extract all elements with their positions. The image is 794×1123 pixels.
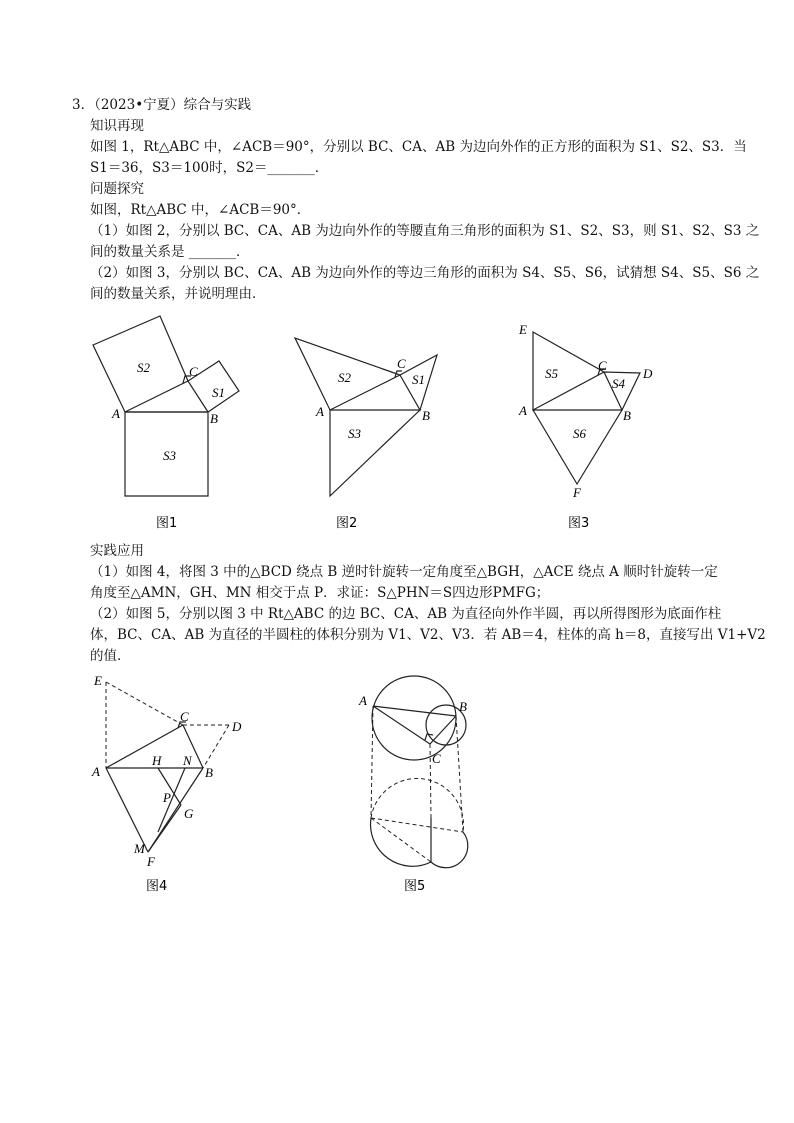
fig2-label-A: A	[316, 404, 324, 419]
fig3-label-D: D	[643, 366, 653, 381]
fig3-label-F: F	[573, 485, 581, 500]
fig3-label-C: C	[598, 358, 607, 373]
fig4-label-F: F	[147, 854, 155, 869]
fig4-label-M: M	[134, 841, 145, 856]
knowledge-line-1: 如图 1，Rt△ABC 中，∠ACB＝90°，分别以 BC、CA、AB 为边向外作的正方形的面积为 S1、S2、S3．当	[90, 139, 747, 155]
section-apply-title: 实践应用	[90, 543, 144, 559]
fig2-label-S3: S3	[348, 426, 361, 441]
fig1-label-S2: S2	[137, 360, 150, 375]
fig4-label-B: B	[205, 765, 213, 780]
fig3-label-S6: S6	[573, 426, 586, 441]
fig4-label-A: A	[92, 764, 100, 779]
fig2-label-S2: S2	[338, 370, 351, 385]
fig3-label-S4: S4	[612, 376, 625, 391]
fig2-label-B: B	[422, 408, 430, 423]
question-2-line-2: 间的数量关系，并说明理由．	[90, 286, 266, 302]
fig2-caption: 图2	[336, 516, 358, 531]
fig1-label-S1: S1	[212, 385, 225, 400]
fig4-label-H: H	[152, 753, 162, 768]
fig4-label-N: N	[183, 753, 192, 768]
question-2-line-1: （2）如图 3，分别以 BC、CA、AB 为边向外作的等边三角形的面积为 S4、S5、S6，试猜想 S4、S5、S6 之	[90, 265, 760, 281]
fig4-label-P: P	[163, 790, 171, 805]
fig3-label-B: B	[623, 408, 631, 423]
fig1-label-A: A	[112, 406, 120, 421]
fig1-caption: 图1	[156, 516, 178, 531]
fig5-label-A: A	[359, 693, 367, 708]
fig5-label-B: B	[459, 699, 467, 714]
fig1-label-B: B	[210, 411, 218, 426]
problem-source: （2023•宁夏）综合与实践	[94, 97, 252, 113]
fig2-label-C: C	[397, 356, 406, 371]
fig4-label-C: C	[180, 709, 189, 724]
knowledge-line-2: S1＝36，S3＝100时，S2＝_______．	[90, 160, 329, 176]
fig1-label-C: C	[189, 364, 198, 379]
apply-1-line-2: 角度至△AMN，GH、MN 相交于点 P．求证：S△PHN＝S四边形PMFG；	[90, 585, 550, 601]
explore-intro: 如图，Rt△ABC 中，∠ACB＝90°．	[90, 202, 311, 218]
fig3-label-E: E	[519, 322, 527, 337]
apply-1-line-1: （1）如图 4，将图 3 中的△BCD 绕点 B 逆时针旋转一定角度至△BGH，△ACE 绕点 A 顺时针旋转一定	[90, 564, 718, 580]
fig3-label-S5: S5	[545, 366, 558, 381]
fig5-caption: 图5	[404, 879, 426, 894]
question-1-line-2: 间的数量关系是 _______．	[90, 244, 250, 260]
question-1-line-1: （1）如图 2，分别以 BC、CA、AB 为边向外作的等腰直角三角形的面积为 S1、S2、S3，则 S1、S2、S3 之	[90, 223, 760, 239]
fig4-label-D: D	[232, 719, 242, 734]
fig1-label-S3: S3	[163, 448, 176, 463]
fig3-caption: 图3	[568, 516, 590, 531]
fig4-label-G: G	[184, 806, 194, 821]
problem-number: 3．	[72, 97, 95, 113]
section-knowledge-title: 知识再现	[90, 118, 144, 134]
fig2-label-S1: S1	[412, 372, 425, 387]
apply-2-line-3: 的值．	[90, 648, 131, 664]
fig4-caption: 图4	[146, 879, 168, 894]
fig3-label-A: A	[519, 403, 527, 418]
section-explore-title: 问题探究	[90, 181, 144, 197]
apply-2-line-1: （2）如图 5，分别以图 3 中 Rt△ABC 的边 BC、CA、AB 为直径向外作半圆，再以所得图形为底面作柱	[90, 606, 722, 622]
fig5-label-C: C	[432, 751, 441, 766]
apply-2-line-2: 体，BC、CA、AB 为直径的半圆柱的体积分别为 V1、V2、V3．若 AB＝4，柱体的高 h＝8，直接写出 V1+V2	[90, 627, 766, 643]
fig4-label-E: E	[94, 673, 102, 688]
